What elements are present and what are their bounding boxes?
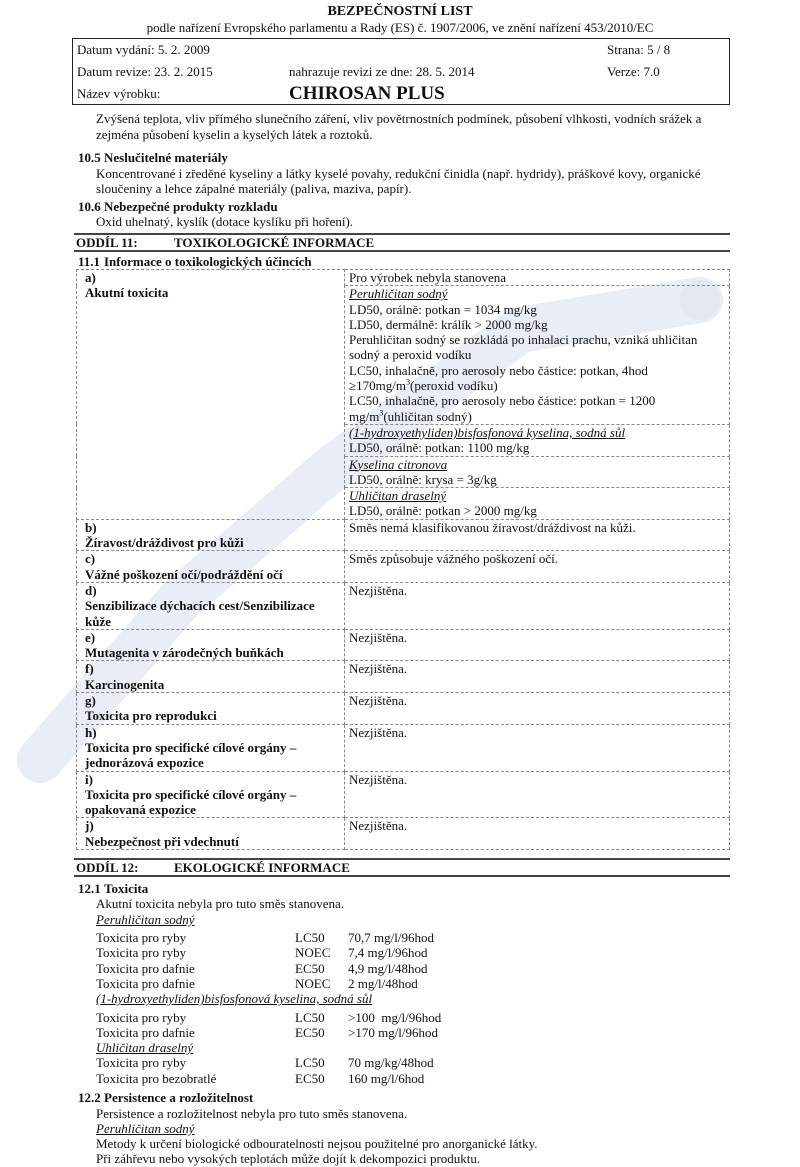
product-label: Název výrobku: xyxy=(77,86,161,101)
hazard-value: Nezjištěna. xyxy=(345,661,730,693)
heading-10-5: 10.5 Neslučitelné materiály xyxy=(78,150,228,165)
substance-name: Peruhličitan sodný xyxy=(96,911,195,927)
hazard-value: Směs nemá klasifikovanou žíravost/dráždivost na kůži. xyxy=(345,519,730,551)
table-row: a)Akutní toxicita Pro výrobek nebyla stanovena xyxy=(77,270,730,286)
ecotox-row: Toxicita pro bezobratlé EC50 160 mg/l/6hod xyxy=(96,1070,425,1086)
ecotoxicity-list: Akutní toxicita nebyla pro tuto směs stanovena. Peruhličitan sodný Toxicita pro ryby LC50 70,7 mg/l/96hod Toxicita pro ryby NOEC 7,4 mg/l/96hod Toxicita pro dafnie EC50 4,9 mg/l/48hod Toxicita pro dafnie NOEC 2 mg/l/48hod (1-hydroxyethyliden)bisfosfonová kyselina, sodná sůl Toxicita pro ryby LC50 >100 mg/l/96hod Toxicita pro dafnie EC50 >170 mg/l/96hod Uhličitan draselný Toxicita pro ryby LC50 70 mg/kg/48hod Toxicita pro bezobratlé EC50 160 mg/l/6hod xyxy=(96,896,800,1086)
ecotox-row: Toxicita pro dafnie NOEC 2 mg/l/48hod xyxy=(96,975,418,991)
table-row xyxy=(77,693,730,725)
table-row xyxy=(77,724,730,771)
substance-name: (1-hydroxyethyliden)bisfosfonová kyselina, sodná sůl xyxy=(96,991,373,1007)
hazard-label: i)Toxicita pro specifické cílové orgány – opakovaná expozice xyxy=(77,771,345,818)
revision-date: Datum revize: 23. 2. 2015 xyxy=(77,64,213,79)
persistence-text: Persistence a rozložitelnost nebyla pro tuto směs stanovena. Peruhličitan sodný Metody k určení biologické odbouratelnosti nejsou použitelné pro anorganické látky. Při záhřevu nebo vysokých teplotách může dojít k dekompozici produktu. xyxy=(96,1105,538,1167)
hazard-label: d)Senzibilizace dýchacích cest/Senzibilizace kůže xyxy=(77,582,345,629)
table-row xyxy=(77,818,730,850)
table-row xyxy=(77,551,730,583)
issue-date: Datum vydání: 5. 2. 2009 xyxy=(77,42,210,57)
page-number: Strana: 5 / 8 xyxy=(607,42,671,57)
replaces-revision: nahrazuje revizi ze dne: 28. 5. 2014 xyxy=(289,64,475,79)
table-row xyxy=(77,661,730,693)
heading-12-2: 12.2 Persistence a rozložitelnost xyxy=(78,1090,254,1106)
hazard-label: b)Žíravost/dráždivost pro kůži xyxy=(77,519,345,551)
section-12-header: ODDÍL 12: EKOLOGICKÉ INFORMACE xyxy=(74,858,730,877)
table-row: (1-hydroxyethyliden)bisfosfonová kyselina, sodná sůl LD50, orálně: potkan: 1100 mg/kg xyxy=(77,424,730,456)
hazard-label: j)Nebezpečnost při vdechnutí xyxy=(77,818,345,850)
toxicology-table xyxy=(76,269,730,850)
header-box xyxy=(72,38,730,105)
intro-text: Zvýšená teplota, vliv přímého slunečního záření, vliv povětrnostních podmínek, působení vlhkosti, vodních srážek a zejména působení kyselin a kyselých látek a roztoků. xyxy=(96,111,702,142)
section-11-header: ODDÍL 11: TOXIKOLOGICKÉ INFORMACE xyxy=(74,233,730,252)
text-10-5: Koncentrované i zředěné kyseliny a látky kyselé povahy, redukční činidla (např. hydridy), práškové kovy, organické sloučeniny a lehce zápalné materiály (paliva, maziva, papír). xyxy=(96,165,701,196)
hazard-value: Směs způsobuje vážného poškození očí. xyxy=(345,551,730,583)
hazard-label: h)Toxicita pro specifické cílové orgány – jednorázová expozice xyxy=(77,724,345,771)
table-row: Kyselina citronova LD50, orálně: krysa = 3g/kg xyxy=(77,456,730,488)
table-row xyxy=(77,629,730,661)
hazard-label: g)Toxicita pro reprodukci xyxy=(77,693,345,725)
version: Verze: 7.0 xyxy=(607,64,660,79)
hazard-value: Nezjištěna. xyxy=(345,629,730,661)
hazard-value: Nezjištěna. xyxy=(345,582,730,629)
hazard-label: e)Mutagenita v zárodečných buňkách xyxy=(77,629,345,661)
ecotox-row: Toxicita pro ryby NOEC 7,4 mg/l/96hod xyxy=(96,945,428,961)
ecotox-row: Toxicita pro ryby LC50 70,7 mg/l/96hod xyxy=(96,930,434,946)
ecotox-row: Toxicita pro dafnie EC50 4,9 mg/l/48hod xyxy=(96,960,428,976)
table-row xyxy=(77,519,730,551)
heading-11-1: 11.1 Informace o toxikologických účincích xyxy=(78,253,312,269)
table-row xyxy=(77,582,730,629)
text-10-6: Oxid uhelnatý, kyslík (dotace kyslíku při hoření). xyxy=(96,214,354,229)
ecotox-row: Toxicita pro dafnie EC50 >170 mg/l/96hod xyxy=(96,1024,439,1040)
hazard-label: f)Karcinogenita xyxy=(77,661,345,693)
document-title: BEZPEČNOSTNÍ LIST xyxy=(327,4,473,19)
substance-name: Uhličitan draselný xyxy=(96,1040,194,1056)
document-subtitle: podle nařízení Evropského parlamentu a Rady (ES) č. 1907/2006, ve znění nařízení 453/2010/EC xyxy=(146,20,654,35)
hazard-value: Nezjištěna. xyxy=(345,693,730,725)
table-row: Uhličitan draselný LD50, orálně: potkan > 2000 mg/kg xyxy=(77,488,730,520)
hazard-value: Nezjištěna. xyxy=(345,771,730,818)
product-name: CHIROSAN PLUS xyxy=(289,83,445,104)
hazard-value: Nezjištěna. xyxy=(345,818,730,850)
hazard-value: Nezjištěna. xyxy=(345,724,730,771)
table-row xyxy=(77,771,730,818)
table-row: Peruhličitan sodný LD50, orálně: potkan = 1034 mg/kg LD50, dermálně: králík > 2000 mg/kg Peruhličitan sodný se rozkládá po inhalaci prachu, vzniká uhličitan sodný a peroxid vodíku LC50, inhalačně, pro aerosoly nebo částice: potkan, 4hod $\ge 170mg/m^3(peroxid$ vodíku) LC50, inhalačně, pro aerosoly nebo částice: potkan = 1200 $mg/m^3(uhličitan$ sodný) xyxy=(77,286,730,425)
heading-12-1: 12.1 Toxicita xyxy=(78,880,149,896)
hazard-label: c)Vážné poškození očí/podráždění očí xyxy=(77,551,345,583)
heading-10-6: 10.6 Nebezpečné produkty rozkladu xyxy=(78,198,278,214)
ecotox-row: Toxicita pro ryby LC50 >100 mg/l/96hod xyxy=(96,1009,442,1025)
ecotox-row: Toxicita pro ryby LC50 70 mg/kg/48hod xyxy=(96,1055,434,1071)
